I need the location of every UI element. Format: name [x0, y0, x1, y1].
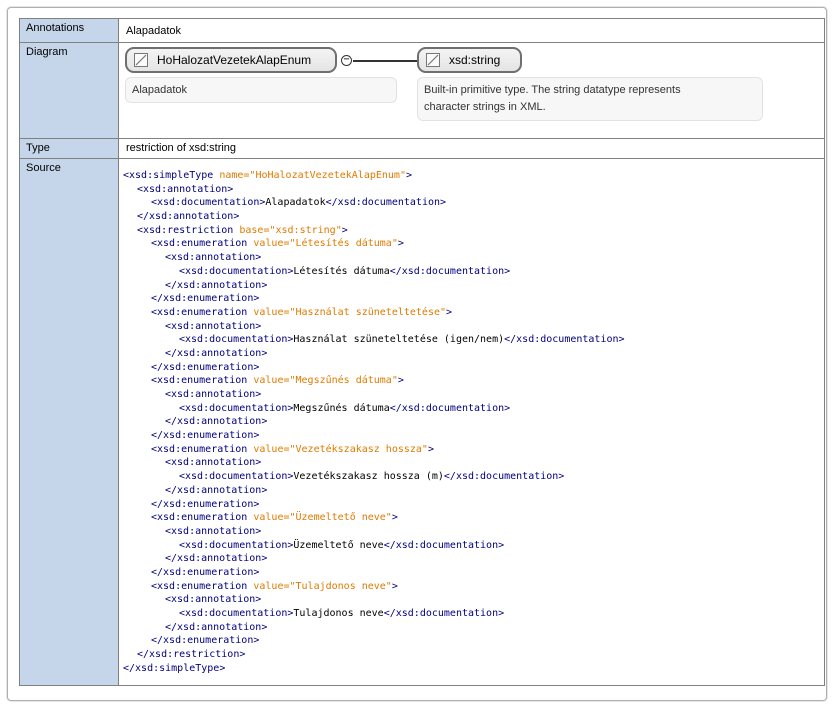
source-line: [123, 210, 824, 224]
source-tag: </xsd:documentation>: [504, 334, 625, 346]
source-tag: >: [405, 170, 412, 181]
source-line: [123, 388, 824, 402]
source-row: [20, 159, 825, 686]
source-tag: </xsd:simpleType>: [123, 662, 226, 674]
source-line: [123, 361, 824, 375]
source-tag: <xsd:enumeration: [151, 375, 254, 387]
source-tag: </xsd:annotation>: [165, 621, 268, 633]
source-tag: </xsd:documentation>: [383, 608, 505, 619]
source-text: Tulajdonos neve: [293, 608, 384, 619]
source-tag: >: [397, 238, 404, 250]
source-tag: <xsd:annotation>: [165, 389, 262, 400]
source-tag: </xsd:documentation>: [443, 471, 565, 483]
source-tag: <xsd:documentation>: [179, 402, 294, 414]
diagram-cell: [119, 43, 825, 139]
source-attribute: name="HoHalozatVezetekAlapEnum": [219, 170, 406, 181]
source-tag: <xsd:annotation>: [165, 594, 262, 606]
source-tag: >: [446, 306, 453, 318]
source-tag: <xsd:enumeration: [151, 580, 254, 592]
source-tag: <xsd:enumeration: [151, 306, 254, 318]
source-text: Vezetékszakasz hossza (m): [293, 471, 444, 483]
node-base-doc-line1: Built-in primitive type. The string datatype represents: [424, 84, 681, 96]
annotations-value: Alapadatok: [119, 19, 825, 43]
component-doc-table: [19, 18, 825, 686]
source-line: [123, 320, 824, 334]
node-main-label: HoHalozatVezetekAlapEnum: [157, 53, 312, 67]
source-line: [123, 306, 824, 320]
type-row: [20, 139, 825, 159]
source-text: Használat szüneteltetése (igen/nem): [293, 334, 505, 346]
diagram-row: [20, 43, 825, 139]
node-base-doc-line2: character strings in XML.: [424, 101, 546, 113]
source-line: [123, 402, 824, 416]
source-attribute: value="Használat szüneteltetése": [253, 306, 447, 318]
source-tag: </xsd:documentation>: [383, 539, 505, 551]
source-tag: <xsd:annotation>: [165, 252, 262, 264]
source-tag: <xsd:documentation>: [151, 197, 266, 209]
source-line: [123, 484, 824, 498]
source-line: [123, 347, 824, 361]
source-tag: </xsd:documentation>: [389, 402, 511, 414]
source-line: [123, 580, 824, 594]
source-line: [123, 374, 824, 388]
source-tag: </xsd:annotation>: [165, 279, 268, 291]
source-label: Source: [20, 159, 119, 686]
source-tag: </xsd:enumeration>: [151, 293, 260, 305]
source-tag: <xsd:annotation>: [165, 457, 262, 469]
source-line: [123, 470, 824, 484]
simple-type-node-base[interactable]: [417, 47, 522, 73]
source-tag: <xsd:enumeration: [151, 238, 254, 250]
source-tag: </xsd:documentation>: [325, 197, 447, 209]
source-line: [123, 662, 824, 676]
source-tag: </xsd:documentation>: [389, 265, 511, 277]
source-line: [123, 251, 824, 265]
source-tag: </xsd:enumeration>: [151, 566, 260, 578]
source-line: [123, 634, 824, 648]
node-base-doc: [417, 77, 763, 121]
source-tag: <xsd:annotation>: [165, 525, 262, 537]
documentation-panel: [7, 7, 827, 701]
source-tag: <xsd:simpleType: [123, 170, 220, 181]
source-tag: </xsd:enumeration>: [151, 498, 260, 510]
source-line: [123, 443, 824, 457]
source-line: [123, 196, 824, 210]
source-tag: >: [427, 443, 434, 455]
source-attribute: value="Üzemeltető neve": [253, 512, 392, 524]
source-tag: <xsd:documentation>: [179, 471, 294, 483]
source-cell: [119, 159, 825, 686]
simple-type-icon: [134, 53, 148, 67]
type-value: restriction of xsd:string: [119, 139, 825, 159]
source-line: [123, 183, 824, 197]
source-tag: <xsd:documentation>: [179, 608, 294, 619]
source-line: [123, 333, 824, 347]
source-tag: </xsd:restriction>: [137, 649, 246, 661]
source-line: [123, 292, 824, 306]
annotations-row: [20, 19, 825, 43]
source-tag: <xsd:documentation>: [179, 265, 294, 277]
diagram-label: Diagram: [20, 43, 119, 139]
source-text: Megszűnés dátuma: [293, 402, 390, 414]
source-line: [123, 621, 824, 635]
source-tag: <xsd:enumeration: [151, 512, 254, 524]
source-tag: >: [341, 224, 348, 236]
source-line: [123, 237, 824, 251]
source-line: [123, 498, 824, 512]
simple-type-icon: [426, 53, 440, 67]
source-line: [123, 415, 824, 429]
source-tag: </xsd:annotation>: [165, 347, 268, 359]
source-line: [123, 456, 824, 470]
source-line: [123, 169, 824, 183]
node-base-label: xsd:string: [449, 53, 501, 67]
source-line: [123, 429, 824, 443]
source-line: [123, 511, 824, 525]
source-tag: <xsd:documentation>: [179, 539, 294, 551]
source-code: [119, 159, 824, 685]
connector-line: [353, 60, 417, 62]
source-text: Alapadatok: [265, 197, 326, 209]
source-tag: >: [391, 580, 398, 592]
source-attribute: base="xsd:string": [239, 224, 342, 236]
source-tag: >: [391, 512, 398, 524]
source-attribute: value="Létesítés dátuma": [253, 238, 398, 250]
annotations-label: Annotations: [20, 19, 119, 43]
simple-type-node-main[interactable]: [125, 47, 337, 73]
source-tag: </xsd:annotation>: [165, 553, 268, 565]
source-tag: </xsd:annotation>: [137, 211, 240, 223]
source-tag: <xsd:annotation>: [137, 183, 234, 195]
node-main-doc-text: Alapadatok: [132, 84, 188, 96]
source-line: [123, 224, 824, 238]
source-line: [123, 552, 824, 566]
source-tag: </xsd:enumeration>: [151, 635, 260, 647]
source-line: [123, 566, 824, 580]
source-text: Üzemeltető neve: [293, 539, 384, 551]
source-attribute: value="Tulajdonos neve": [253, 580, 392, 592]
type-label: Type: [20, 139, 119, 159]
source-tag: </xsd:annotation>: [165, 416, 268, 428]
source-line: [123, 648, 824, 662]
source-tag: <xsd:restriction: [137, 224, 240, 236]
source-tag: </xsd:enumeration>: [151, 430, 260, 442]
source-tag: </xsd:enumeration>: [151, 361, 260, 373]
source-tag: <xsd:annotation>: [165, 320, 262, 332]
source-line: [123, 607, 824, 621]
source-line: [123, 279, 824, 293]
source-line: [123, 539, 824, 553]
source-line: [123, 265, 824, 279]
source-tag: <xsd:enumeration: [151, 443, 254, 455]
source-attribute: value="Megszűnés dátuma": [253, 375, 398, 387]
source-text: Létesítés dátuma: [293, 265, 390, 277]
source-line: [123, 593, 824, 607]
node-main-doc: [125, 77, 397, 103]
source-tag: </xsd:annotation>: [165, 484, 268, 496]
diagram-canvas: [119, 43, 824, 131]
source-line: [123, 525, 824, 539]
source-attribute: value="Vezetékszakasz hossza": [253, 443, 428, 455]
source-tag: <xsd:documentation>: [179, 334, 294, 346]
collapse-icon[interactable]: −: [341, 55, 352, 66]
source-tag: >: [397, 375, 404, 387]
